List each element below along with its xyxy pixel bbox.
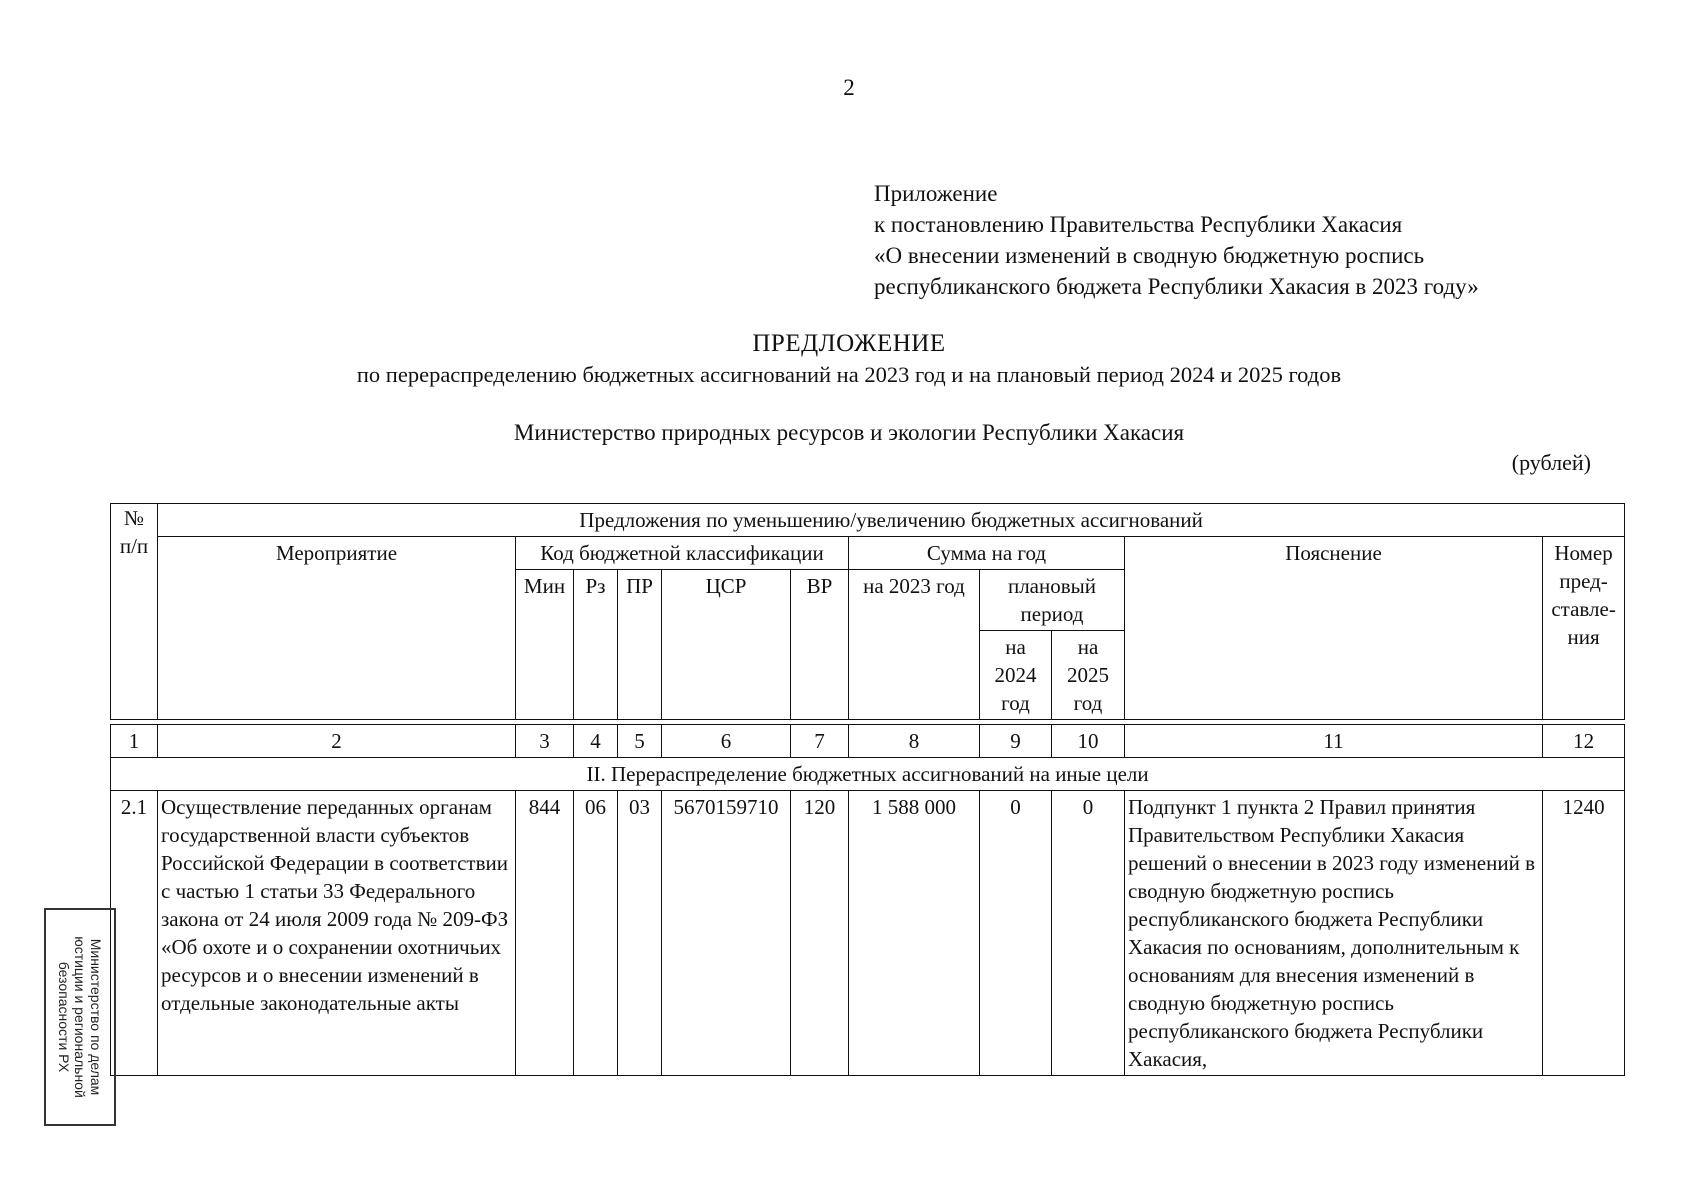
header-year-2024: на 2024 год: [980, 631, 1052, 720]
header-min: Мин: [516, 570, 574, 720]
column-number: 11: [1125, 725, 1543, 758]
header-planning-period: плановый период: [980, 570, 1125, 631]
row-csr: 5670159710: [662, 791, 791, 1076]
header-row: [111, 537, 1625, 570]
column-number-row: [111, 725, 1625, 758]
header-vr: ВР: [791, 570, 849, 720]
column-number: 4: [574, 725, 618, 758]
row-sum-2024: 0: [980, 791, 1052, 1076]
header-explanation: Пояснение: [1125, 537, 1543, 720]
header-row: [111, 504, 1625, 537]
row-rz: 06: [574, 791, 618, 1076]
header-budget-code: Код бюджетной классификации: [516, 537, 849, 570]
column-number: 8: [849, 725, 980, 758]
stamp-line: Министерство по делам: [88, 938, 104, 1096]
row-explanation: Подпункт 1 пункта 2 Правил принятия Правительством Республики Хакасия решений о внесении в 2023 году изменений в сводную бюджетную роспись республиканского бюджета Республики Хакасия по основаниям, дополнительным к основаниям для внесения изменений в сводную бюджетную роспись республиканского бюджета Республики Хакасия,: [1125, 791, 1543, 1076]
column-number: 5: [618, 725, 662, 758]
page-number: 2: [843, 75, 855, 100]
appendix-line: к постановлению Правительства Республики Хакасия: [874, 212, 1403, 237]
appendix-line: «О внесении изменений в сводную бюджетную роспись: [874, 243, 1425, 268]
header-year-2025: на 2025 год: [1052, 631, 1125, 720]
appendix-line: республиканского бюджета Республики Хакасия в 2023 году»: [874, 274, 1479, 299]
budget-table: [110, 503, 1625, 1076]
row-num: 2.1: [111, 791, 158, 1076]
header-submission-number: Номер пред-ставле-ния: [1543, 537, 1625, 720]
ministry-name: Министерство природных ресурсов и экологии Республики Хакасия: [513, 420, 1185, 445]
column-number: 2: [158, 725, 516, 758]
row-activity: Осуществление переданных органам государственной власти субъектов Российской Федерации в соответствии с частью 1 статьи 33 Федерального закона от 24 июля 2009 года № 209-ФЗ «Об охоте и о сохранении охотничьих ресурсов и о внесении изменений в отдельные законодательные акты: [158, 791, 516, 1076]
header-num: № п/п: [111, 504, 158, 720]
appendix-line: Приложение: [874, 181, 998, 206]
section-row: [111, 758, 1625, 791]
column-number: 6: [662, 725, 791, 758]
row-sum-2025: 0: [1052, 791, 1125, 1076]
appendix-block: [874, 178, 1479, 302]
table-row: [111, 791, 1625, 1076]
column-number: 10: [1052, 725, 1125, 758]
row-sum-2023: 1 588 000: [849, 791, 980, 1076]
header-proposals: Предложения по уменьшению/увеличению бюджетных ассигнований: [158, 504, 1625, 537]
row-min: 844: [516, 791, 574, 1076]
row-vr: 120: [791, 791, 849, 1076]
header-csr: ЦСР: [662, 570, 791, 720]
column-number: 12: [1543, 725, 1625, 758]
column-number: 7: [791, 725, 849, 758]
column-number: 1: [111, 725, 158, 758]
stamp-line: юстиции и региональной: [72, 936, 88, 1098]
stamp-line: безопасности РХ: [56, 961, 72, 1073]
column-number: 9: [980, 725, 1052, 758]
header-year-2023: на 2023 год: [849, 570, 980, 720]
row-submission: 1240: [1543, 791, 1625, 1076]
header-rz: Рз: [574, 570, 618, 720]
header-activity: Мероприятие: [158, 537, 516, 720]
document-title: ПРЕДЛОЖЕНИЕ: [752, 330, 946, 357]
column-number: 3: [516, 725, 574, 758]
header-sum-per-year: Сумма на год: [849, 537, 1125, 570]
registration-stamp: [44, 908, 116, 1126]
document-subtitle: по перераспределению бюджетных ассигнований на 2023 год и на плановый период 2024 и 2025 годов: [356, 362, 1342, 387]
units-label: (рублей): [1511, 450, 1591, 475]
section-title: II. Перераспределение бюджетных ассигнований на иные цели: [111, 758, 1625, 791]
row-pr: 03: [618, 791, 662, 1076]
header-pr: ПР: [618, 570, 662, 720]
stamp-text: [56, 917, 104, 1117]
